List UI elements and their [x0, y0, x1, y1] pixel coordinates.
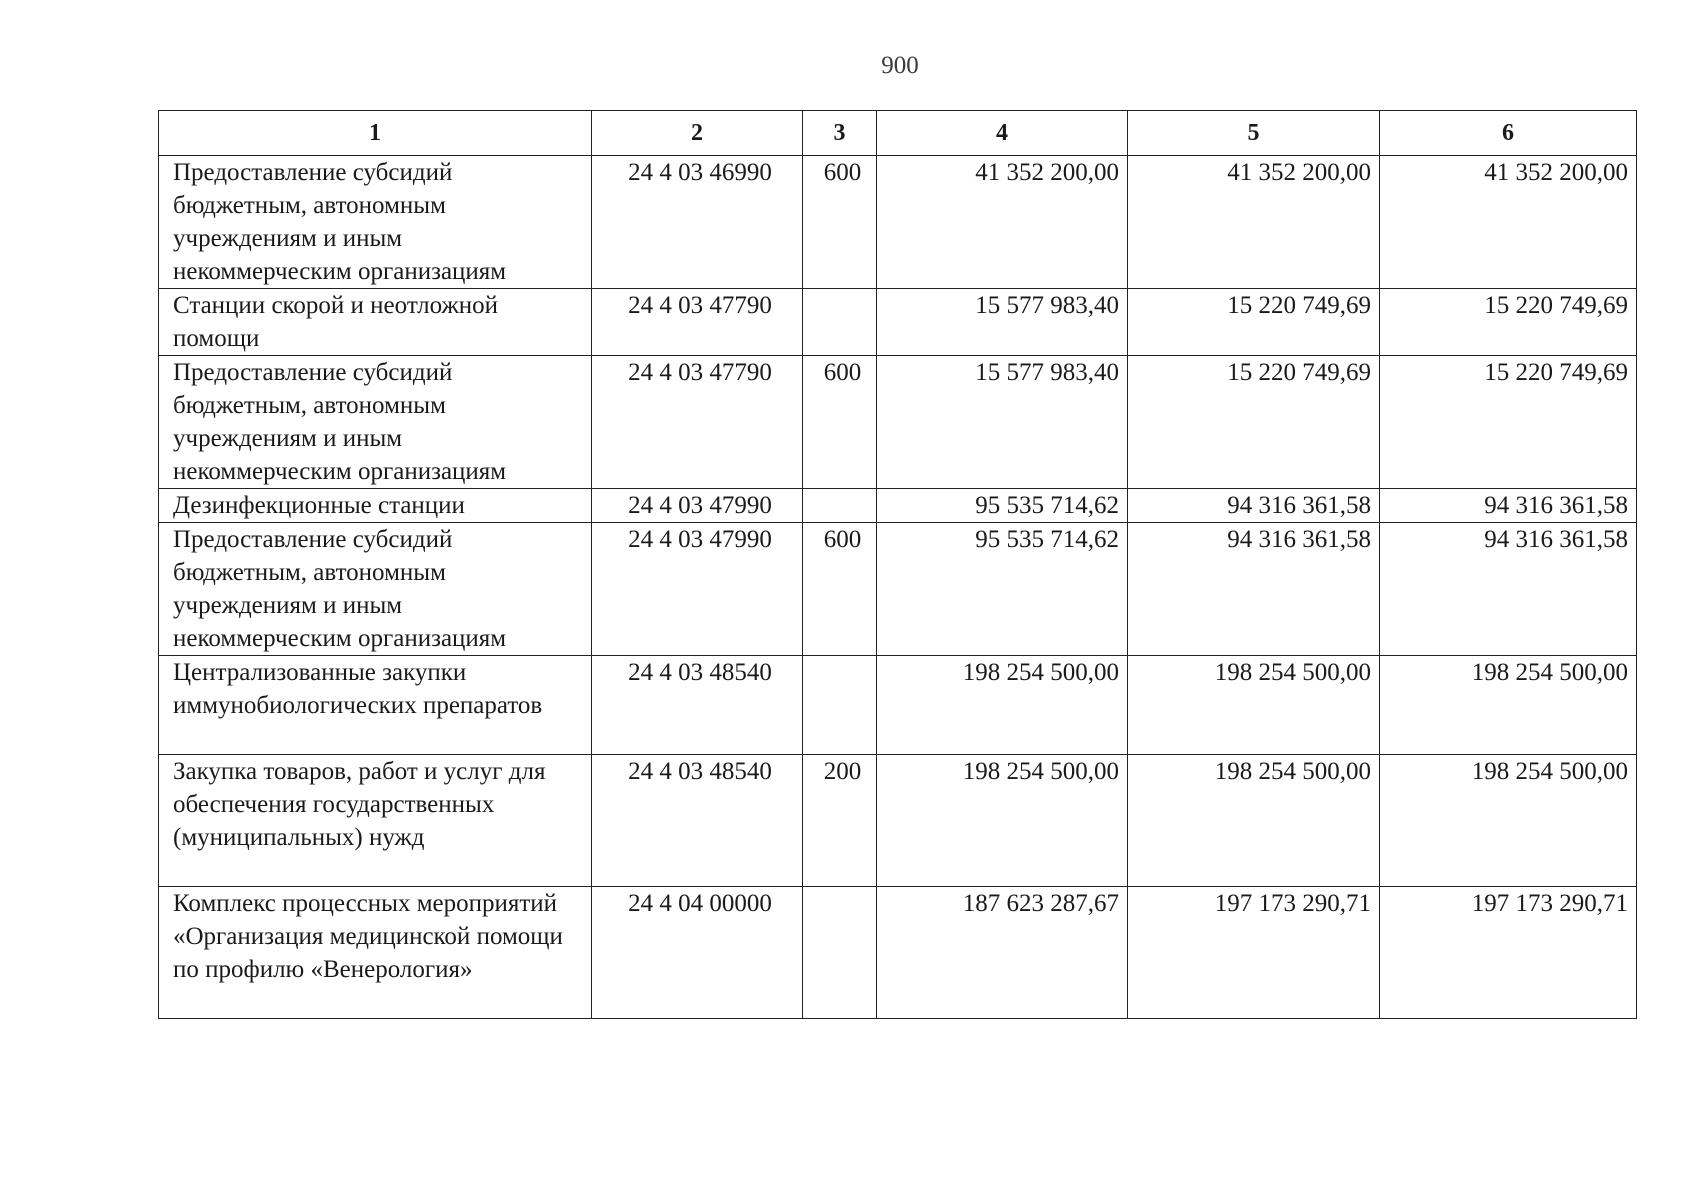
- table-row: [159, 523, 1637, 656]
- row-value-4: 187 623 287,67: [877, 887, 1128, 1019]
- row-kind: [803, 289, 877, 356]
- row-name: Станции скорой и неотложной помощи: [159, 289, 592, 356]
- row-value-6: 94 316 361,58: [1380, 523, 1637, 656]
- row-value-4: 41 352 200,00: [877, 156, 1128, 289]
- row-value-4: 15 577 983,40: [877, 356, 1128, 489]
- row-value-5: 198 254 500,00: [1128, 755, 1380, 887]
- row-code: 24 4 03 47790: [592, 289, 803, 356]
- row-value-5: 197 173 290,71: [1128, 887, 1380, 1019]
- row-value-4: 15 577 983,40: [877, 289, 1128, 356]
- page-number: 900: [881, 52, 919, 79]
- row-code: 24 4 03 47990: [592, 489, 803, 523]
- budget-table: [158, 110, 1637, 1019]
- row-value-6: 198 254 500,00: [1380, 656, 1637, 755]
- table-row: [159, 887, 1637, 1019]
- header-cell-5: 5: [1128, 111, 1380, 156]
- row-kind: [803, 656, 877, 755]
- row-value-6: 198 254 500,00: [1380, 755, 1637, 887]
- row-code: 24 4 03 47990: [592, 523, 803, 656]
- table-row: [159, 489, 1637, 523]
- row-name: Дезинфекционные станции: [159, 489, 592, 523]
- table-row: [159, 156, 1637, 289]
- row-code: 24 4 03 47790: [592, 356, 803, 489]
- row-kind: 600: [803, 523, 877, 656]
- row-kind: 600: [803, 156, 877, 289]
- row-value-5: 94 316 361,58: [1128, 523, 1380, 656]
- row-kind: [803, 489, 877, 523]
- row-value-5: 41 352 200,00: [1128, 156, 1380, 289]
- row-name: Предоставление субсидий бюджетным, автономным учреждениям и иным некоммерческим организациям: [159, 156, 592, 289]
- table-row: [159, 656, 1637, 755]
- row-code: 24 4 03 48540: [592, 755, 803, 887]
- row-value-6: 15 220 749,69: [1380, 356, 1637, 489]
- row-code: 24 4 04 00000: [592, 887, 803, 1019]
- header-cell-3: 3: [803, 111, 877, 156]
- row-value-6: 15 220 749,69: [1380, 289, 1637, 356]
- row-value-5: 15 220 749,69: [1128, 289, 1380, 356]
- row-name: Закупка товаров, работ и услуг для обеспечения государственных (муниципальных) нужд: [159, 755, 592, 887]
- row-kind: [803, 887, 877, 1019]
- table-row: [159, 289, 1637, 356]
- row-value-6: 94 316 361,58: [1380, 489, 1637, 523]
- row-value-4: 198 254 500,00: [877, 755, 1128, 887]
- table-row: [159, 356, 1637, 489]
- row-kind: 600: [803, 356, 877, 489]
- row-value-4: 95 535 714,62: [877, 489, 1128, 523]
- row-code: 24 4 03 46990: [592, 156, 803, 289]
- row-value-5: 15 220 749,69: [1128, 356, 1380, 489]
- table-row: [159, 755, 1637, 887]
- row-value-4: 95 535 714,62: [877, 523, 1128, 656]
- header-row: [159, 111, 1637, 156]
- row-code: 24 4 03 48540: [592, 656, 803, 755]
- row-name: Комплекс процессных мероприятий «Организация медицинской помощи по профилю «Венерология»: [159, 887, 592, 1019]
- header-cell-1: 1: [159, 111, 592, 156]
- header-cell-2: 2: [592, 111, 803, 156]
- row-name: Централизованные закупки иммунобиологических препаратов: [159, 656, 592, 755]
- row-value-6: 41 352 200,00: [1380, 156, 1637, 289]
- row-kind: 200: [803, 755, 877, 887]
- row-name: Предоставление субсидий бюджетным, автономным учреждениям и иным некоммерческим организациям: [159, 356, 592, 489]
- row-value-5: 94 316 361,58: [1128, 489, 1380, 523]
- row-value-5: 198 254 500,00: [1128, 656, 1380, 755]
- header-cell-6: 6: [1380, 111, 1637, 156]
- header-cell-4: 4: [877, 111, 1128, 156]
- row-value-4: 198 254 500,00: [877, 656, 1128, 755]
- row-name: Предоставление субсидий бюджетным, автономным учреждениям и иным некоммерческим организациям: [159, 523, 592, 656]
- row-value-6: 197 173 290,71: [1380, 887, 1637, 1019]
